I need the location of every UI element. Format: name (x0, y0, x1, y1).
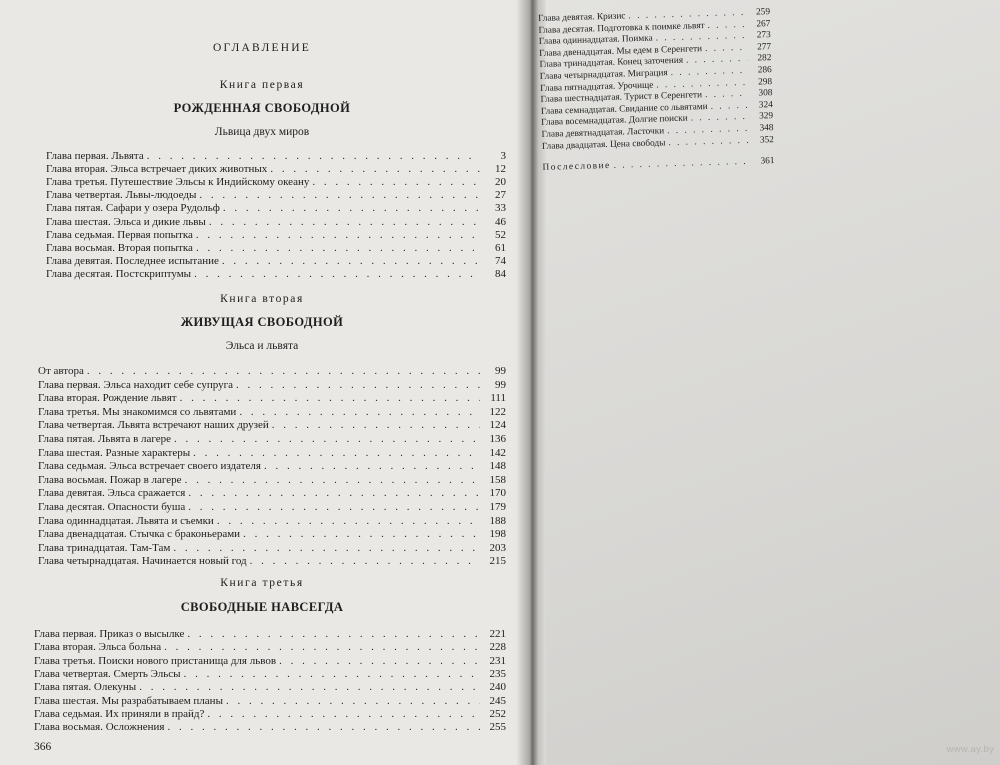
toc-entry-title: Глава тринадцатая. Конец заточения (539, 56, 684, 71)
toc-entry-page: 235 (489, 667, 506, 680)
dot-leader (184, 667, 480, 681)
toc-entry-page: 245 (489, 694, 506, 707)
toc-entry-page: 273 (756, 30, 771, 41)
toc-entry-page: 282 (757, 53, 772, 64)
toc-entry-page: 12 (495, 163, 506, 176)
toc-entry-page: 198 (489, 528, 506, 541)
toc-entry (34, 694, 506, 708)
toc-entry-page: 74 (495, 254, 506, 267)
toc-entry-page: 361 (760, 156, 775, 167)
toc-entry (38, 391, 506, 405)
toc-entry-page: 228 (489, 641, 506, 654)
dot-leader (270, 162, 480, 176)
toc-entry-page: 252 (489, 707, 506, 720)
toc-entry-page: 20 (495, 176, 506, 189)
toc-entry-page: 179 (489, 501, 506, 513)
dot-leader (193, 446, 480, 460)
toc-entry-title: Глава вторая. Эльса встречает диких животных (46, 163, 268, 176)
toc-entry-page: 329 (759, 111, 774, 122)
toc-entry-page: 111 (490, 392, 506, 405)
toc-entry-title: Глава вторая. Рождение львят (38, 392, 177, 405)
toc-entry-page: 298 (758, 76, 773, 88)
dot-leader (279, 654, 480, 668)
book2-subtitle: Эльса и львята (225, 340, 299, 352)
toc-entry-title: Глава девятая. Кризис (538, 11, 626, 24)
toc-entry-page: 170 (489, 487, 506, 500)
dot-leader (207, 707, 480, 721)
toc-entry-page: 352 (759, 134, 774, 146)
toc-entry-page: 158 (489, 473, 506, 486)
dot-leader (87, 364, 480, 378)
book1-title: РОЖДЕННАЯ СВОБОДНОЙ (173, 101, 351, 115)
toc-entry (46, 241, 506, 255)
toc-entry-title: Глава восемнадцатая. Долгие поиски (541, 113, 688, 129)
toc-entry (38, 527, 506, 541)
toc-entry-page: 277 (756, 41, 772, 53)
toc-entry (38, 446, 506, 460)
toc-entry-title: Глава шестая. Разные характеры (38, 446, 191, 459)
toc-entry-title: Глава десятая. Постскриптумы (46, 267, 192, 280)
toc-entry-page: 84 (495, 267, 506, 280)
toc-entry-title: Глава пятая. Львята в лагере (38, 433, 172, 445)
toc-entry-title: Глава седьмая. Эльса встречает своего издателя (38, 460, 261, 473)
toc-entry-page: 259 (755, 7, 771, 18)
toc-entry-title: Глава десятая. Подготовка к поимке львят (538, 20, 705, 36)
toc-entry-page: 124 (489, 419, 506, 432)
dot-leader (264, 459, 480, 473)
dot-leader (188, 486, 480, 500)
toc-entry (38, 432, 506, 446)
book3-title: СВОБОДНЫЕ НАВСЕГДА (180, 600, 344, 614)
toc-entry-title: Глава вторая. Эльса больна (34, 641, 162, 654)
dot-leader (312, 175, 480, 189)
toc-entry-title: Глава четвертая. Смерть Эльсы (34, 667, 181, 680)
dot-leader (194, 267, 480, 281)
dot-leader (222, 254, 480, 268)
dot-leader (209, 215, 480, 229)
toc-entry (46, 267, 506, 281)
toc-entry-title: Глава тринадцатая. Там-Там (38, 541, 171, 554)
toc-entry-page: 240 (489, 681, 506, 694)
toc-entry-page: 215 (489, 555, 506, 568)
toc-entry-page: 136 (489, 433, 506, 445)
toc-entry (38, 554, 506, 568)
dot-leader (180, 391, 480, 405)
toc-entry (46, 201, 506, 215)
toc-entry-title: Глава девятая. Последнее испытание (46, 254, 219, 267)
dot-leader (272, 418, 480, 432)
dot-leader (167, 720, 480, 734)
toc-entry (46, 215, 506, 229)
toc-entry-page: 99 (495, 365, 506, 377)
toc-entry-page: 52 (495, 228, 506, 241)
dot-leader (236, 378, 480, 392)
toc-entry-title: Глава одиннадцатая. Поимка (538, 33, 653, 48)
toc-entry (34, 707, 506, 721)
toc-entry (46, 228, 506, 242)
toc-entry (38, 459, 506, 473)
toc-entry-title: Глава третья. Поиски нового пристанища для львов (34, 654, 277, 667)
dot-leader (196, 241, 480, 255)
toc-entry (34, 654, 506, 668)
toc-entry-title: Глава первая. Эльса находит себе супруга (38, 378, 234, 391)
toc-entry-title: Глава четырнадцатая. Начинается новый год (38, 555, 247, 568)
dot-leader (187, 627, 480, 641)
toc-entry-page: 148 (489, 460, 506, 473)
dot-leader (243, 527, 480, 541)
toc-entry-title: Глава девятая. Эльса сражается (38, 487, 186, 500)
toc-entry-page: 61 (495, 241, 506, 254)
dot-leader (174, 432, 480, 446)
toc-entry-page: 122 (489, 405, 506, 418)
dot-leader (164, 640, 480, 654)
toc-entry (34, 680, 506, 694)
toc-entry (34, 640, 506, 654)
dot-leader (217, 514, 480, 528)
toc-entry-page: 99 (495, 378, 506, 391)
dot-leader (250, 554, 480, 568)
toc-entry (34, 667, 506, 681)
toc-entry-title: Глава первая. Приказ о высылке (34, 628, 185, 640)
toc-entry-title: Глава пятая. Олекуны (34, 681, 137, 694)
toc-entry-title: Глава четвертая. Львы-людоеды (46, 189, 197, 202)
toc-entry (46, 149, 506, 163)
toc-entry-title: Глава шестая. Эльса и дикие львы (46, 215, 206, 228)
toc-entry-title: Глава восьмая. Пожар в лагере (38, 473, 182, 486)
toc-entry-page: 348 (759, 123, 774, 134)
toc-entry-page: 188 (489, 514, 506, 527)
toc-entry-page: 308 (758, 88, 773, 99)
toc-entry-page: 142 (489, 446, 506, 459)
toc-entry-title: Глава десятая. Опасности буша (38, 501, 186, 513)
watermark: www.ay.by (946, 744, 994, 755)
toc-entry-page: 255 (489, 721, 506, 734)
toc-entry-page: 27 (495, 189, 506, 202)
toc-entry-page: 267 (756, 18, 771, 30)
dot-leader (147, 149, 480, 163)
toc-entry-page: 286 (757, 65, 772, 76)
toc-entry-title: Глава двенадцатая. Мы едем в Серенгети (539, 43, 703, 59)
toc-entry-title: Глава первая. Львята (46, 150, 144, 162)
dot-leader (139, 680, 480, 694)
toc-entry (38, 541, 506, 555)
right-toc (538, 7, 775, 175)
dot-leader (188, 500, 480, 514)
toc-entry-title: Глава двадцатая. Цена свободы (541, 137, 666, 152)
toc-title: ОГЛАВЛЕНИЕ (213, 42, 311, 54)
dot-leader (226, 694, 480, 708)
toc-entry-title: Глава одиннадцатая. Львята и съемки (38, 514, 214, 527)
toc-entry (46, 175, 506, 189)
toc-entry-page: 324 (758, 99, 773, 111)
toc-entry-title: Глава семнадцатая. Свидание со львятами (540, 101, 708, 117)
toc-entry-title: Глава седьмая. Их приняли в прайд? (34, 707, 205, 720)
toc-entry-title: Глава двенадцатая. Стычка с браконьерами (38, 528, 241, 541)
dot-leader (196, 228, 480, 242)
toc-entry-title: Глава шестая. Мы разрабатываем планы (34, 694, 223, 707)
toc-entry-page: 231 (489, 654, 506, 667)
toc-entry-title: Глава пятая. Сафари у озера Рудольф (46, 202, 220, 215)
toc-entry-title: Глава четырнадцатая. Миграция (539, 68, 668, 82)
toc-entry-page: 203 (489, 541, 506, 554)
toc-entry-title: Глава пятнадцатая. Урочище (540, 80, 654, 94)
dot-leader (239, 405, 480, 419)
toc-entry (46, 254, 506, 268)
toc-entry (46, 162, 506, 176)
book3-label: Книга третья (220, 577, 304, 589)
toc-entry-title: Глава седьмая. Первая попытка (46, 228, 193, 241)
book2-label: Книга вторая (220, 293, 304, 305)
toc-entry (34, 627, 506, 641)
toc-entry (38, 486, 506, 500)
toc-entry-title: Глава третья. Мы знакомимся со львятами (38, 405, 237, 418)
toc-entry-title: От автора (38, 365, 84, 377)
toc-entry-title: Глава третья. Путешествие Эльсы к Индийскому океану (46, 176, 310, 189)
toc-entry-page: 33 (495, 202, 506, 215)
book1-label: Книга первая (219, 79, 305, 91)
page-number: 366 (34, 741, 52, 753)
book2-title: ЖИВУЩАЯ СВОБОДНОЙ (180, 315, 344, 329)
toc-entry (46, 188, 506, 202)
dot-leader (185, 473, 480, 487)
toc-entry-title: Глава четвертая. Львята встречают наших друзей (38, 419, 269, 432)
dot-leader (199, 188, 480, 202)
toc-entry-title: Глава восьмая. Осложнения (34, 721, 165, 734)
toc-entry (38, 418, 506, 432)
toc-entry-title: Глава девятнадцатая. Ласточки (541, 126, 665, 140)
toc-entry-page: 46 (495, 215, 506, 228)
dot-leader (173, 541, 480, 555)
dot-leader (668, 135, 750, 149)
toc-entry-title: Глава шестнадцатая. Турист в Серенгети (540, 90, 703, 106)
toc-entry-title: Глава восьмая. Вторая попытка (46, 241, 193, 254)
toc-entry (38, 473, 506, 487)
toc-entry (38, 514, 506, 528)
dot-leader (223, 201, 480, 215)
toc-entry (34, 720, 506, 734)
toc-entry (38, 378, 506, 392)
toc-entry-page: 3 (500, 150, 506, 162)
toc-entry (38, 364, 506, 378)
toc-entry-page: 221 (489, 628, 506, 640)
toc-entry (38, 500, 506, 514)
toc-entry-title: Послесловие (542, 161, 611, 174)
toc-entry (38, 405, 506, 419)
book1-subtitle: Львица двух миров (214, 126, 310, 138)
